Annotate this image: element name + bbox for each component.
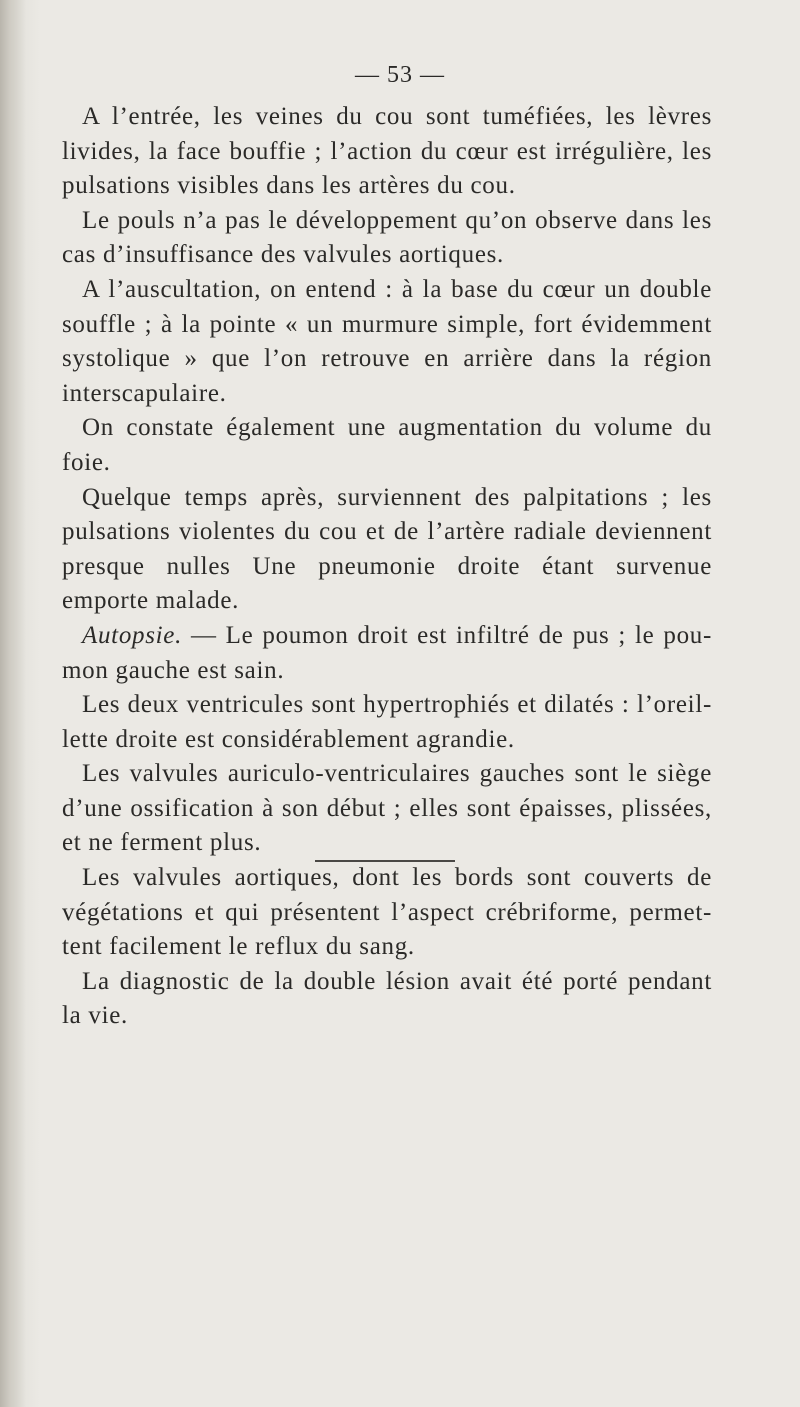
text-line: mon gauche est sain. — [62, 656, 285, 684]
text-line: livides, la face bouffie ; l’action du cœur est irrégulière, les — [62, 137, 712, 165]
text-line: tent facilement le reflux du sang. — [62, 933, 415, 961]
text-line: Le pouls n’a pas le développement qu’on observe dans les — [82, 206, 712, 234]
text-line: emporte malade. — [62, 587, 240, 615]
text-line: La diagnostic de la double lésion avait été porté pendant — [82, 967, 712, 995]
text-line: souffle ; à la pointe « un murmure simple, fort évidemment — [62, 310, 712, 338]
text-line: presque nulles Une pneumonie droite étant survenue — [62, 552, 712, 580]
text-line: lette droite est considérablement agrandie. — [62, 725, 515, 753]
text-line: On constate également une augmentation du volume du — [82, 414, 712, 442]
text-line: A l’entrée, les veines du cou sont tuméfiées, les lèvres — [82, 103, 712, 130]
text-line: A l’auscultation, on entend : à la base du cœur un double — [82, 275, 712, 303]
text-line: Les valvules aortiques, dont les bords sont couverts de — [82, 864, 712, 892]
text-line: interscapulaire. — [62, 379, 227, 407]
text-line-content: — Le poumon droit est infiltré de pus ; le pou- — [182, 621, 712, 649]
text-line: cas d’insuffisance des valvules aortiques. — [62, 241, 505, 269]
text-line: pulsations visibles dans les artères du cou. — [62, 172, 516, 200]
text-line: Quelque temps après, surviennent des palpitations ; les — [82, 483, 712, 511]
text-line: Les deux ventricules sont hypertrophiés et dilatés : l’oreil- — [82, 691, 712, 719]
section-heading: Autopsie. — [82, 621, 183, 649]
text-line: d’une ossification à son début ; elles sont épaisses, plissées, — [62, 794, 712, 822]
binding-shadow — [0, 0, 26, 1407]
page-number: — 53 — — [355, 62, 445, 88]
text-line: Les valvules auriculo-ventriculaires gauches sont le siège — [82, 760, 712, 788]
text-line: et ne ferment plus. — [62, 829, 262, 857]
text-line: pulsations violentes du cou et de l’artère radiale deviennent — [62, 518, 712, 546]
text-line: la vie. — [62, 1002, 128, 1030]
text-line: foie. — [62, 448, 111, 476]
text-line: systolique » que l’on retrouve en arrière dans la région — [62, 345, 712, 373]
text-line — [60, 619, 712, 654]
body-text — [60, 100, 712, 1034]
text-line: végétations et qui présentent l’aspect crébriforme, permet- — [62, 898, 712, 926]
section-divider — [315, 860, 455, 862]
